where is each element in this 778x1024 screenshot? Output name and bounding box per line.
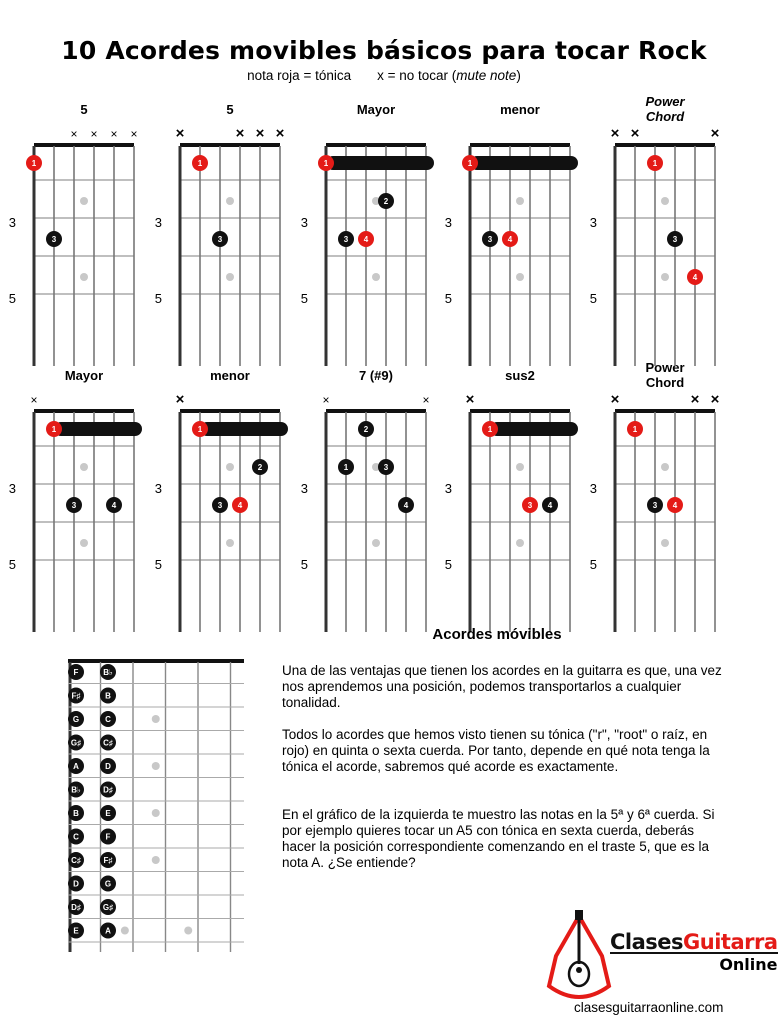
nut [180,143,280,147]
inlay-dot [184,927,192,935]
inlay-dot [661,273,669,281]
inlay-dot [152,809,160,817]
page-title: 10 Acordes movibles básicos para tocar Rock [61,36,707,65]
mute-mark: × [275,125,285,142]
finger-number: 4 [111,501,117,510]
mute-mark: × [110,127,118,141]
chord-diagram [9,393,142,632]
finger-number: 4 [363,235,369,244]
nut [470,143,570,147]
fret-label: 5 [300,291,308,306]
inlay-dot [226,197,234,205]
mute-mark: × [30,393,38,407]
mute-mark: × [630,125,640,142]
chord-diagram [301,393,430,632]
finger-number: 3 [652,501,658,510]
fret-label: 5 [589,557,597,572]
finger-number: 3 [217,235,223,244]
note-name: G [72,715,80,724]
fret-label: 3 [154,481,162,496]
note-name: C♯ [71,856,81,865]
mute-mark: × [465,391,475,408]
finger-number: 3 [71,501,77,510]
nut [68,659,244,663]
chord-name: menor [500,102,540,117]
inlay-dot [226,273,234,281]
logo-clases: Clases [610,930,684,954]
finger-number: 3 [527,501,533,510]
fret-label: 5 [8,291,16,306]
inlay-dot [80,197,88,205]
nut [615,143,715,147]
finger-number: 2 [383,197,389,206]
fret-label: 3 [8,481,16,496]
nut [34,143,134,147]
chord-name: 5 [226,102,234,117]
note-name: F [105,832,111,842]
mute-mark: × [235,125,245,142]
inlay-dot [152,762,160,770]
mute-mark: × [710,125,720,142]
chord-name: Mayor [64,368,104,383]
fret-label: 5 [154,291,162,306]
note-name: E [105,809,111,818]
mute-mark: × [690,391,700,408]
finger-number: 4 [547,501,553,510]
guitar-logo-icon [544,910,614,1010]
paragraph-3: En el gráfico de la izquierda te muestro las notas en la 5ª y 6ª cuerda. Si por ejemplo quieres tocar un A5 con tónica en sexta cuerda, deberás hacer la posición correspondiente comenzando en el traste 5, que es la nota A. ¿Se entiende? [282,807,715,870]
website-url: clasesguitarraonline.com [574,1000,724,1015]
fret-label: 5 [300,557,308,572]
barre [323,156,434,170]
nut [326,143,426,147]
finger-number: 4 [692,273,698,282]
finger-number: 4 [403,501,409,510]
inlay-dot [80,539,88,547]
finger-number: 1 [467,159,473,168]
chord-name: Mayor [356,102,396,117]
fret-label: 3 [300,481,308,496]
fret-label: 3 [589,215,597,230]
logo-guitarra: Guitarra [683,930,778,954]
mute-mark: × [610,391,620,408]
note-name: D♯ [103,785,113,795]
mute-mark: × [175,125,185,142]
chord-diagram [155,125,285,366]
note-name: D [73,879,79,889]
inlay-dot [516,197,524,205]
chord-diagram [301,143,434,366]
mute-mark: × [610,125,620,142]
mute-mark: × [710,391,720,408]
chord-name: Power Chord [645,360,685,390]
inlay-dot [372,273,380,281]
note-name: C♯ [103,738,113,748]
chord-name: 5 [80,102,88,117]
finger-number: 1 [652,159,658,168]
note-name: F♯ [71,691,81,701]
nut [34,409,134,413]
fret-label: 3 [8,215,16,230]
finger-number: 1 [343,463,349,472]
barre [487,422,578,436]
mute-mark: × [90,127,98,141]
note-name: A [105,926,111,936]
fret-label: 5 [444,557,452,572]
note-name: E [73,926,79,936]
finger-number: 1 [31,159,37,168]
section-title: Acordes móvibles [432,626,562,643]
finger-number: 2 [363,425,369,434]
finger-number: 2 [257,463,263,472]
note-name: B♭ [71,785,81,795]
finger-number: 3 [383,463,389,472]
note-name: B♭ [103,668,113,677]
mute-mark: × [130,127,138,141]
note-name: G [104,879,112,889]
note-name: A [73,762,79,771]
note-name: C [73,832,79,842]
mute-mark: × [70,127,78,141]
logo-text [610,930,778,974]
fret-label: 3 [300,215,308,230]
chord-name: 7 (#9) [359,368,393,383]
fret-label: 3 [444,481,452,496]
finger-number: 1 [197,159,203,168]
finger-number: 4 [507,235,513,244]
chord-diagram [9,127,138,366]
note-chart [0,650,260,950]
finger-number: 3 [51,235,57,244]
finger-number: 3 [217,501,223,510]
note-name: G♯ [102,903,114,912]
nut [180,409,280,413]
fret-label: 5 [444,291,452,306]
inlay-dot [516,539,524,547]
finger-number: 3 [672,235,678,244]
inlay-dot [661,197,669,205]
inlay-dot [516,463,524,471]
note-name: F [73,668,79,677]
finger-number: 1 [487,425,493,434]
fret-label: 3 [154,215,162,230]
inlay-dot [372,539,380,547]
inlay-dot [226,539,234,547]
note-name: F♯ [103,856,113,865]
barre [467,156,578,170]
nut [326,409,426,413]
mute-mark: × [175,391,185,408]
nut [470,409,570,413]
fret-label: 3 [444,215,452,230]
chord-diagram [445,143,578,366]
inlay-dot [152,856,160,864]
chord-diagram [590,125,720,366]
finger-number: 1 [51,425,57,434]
note-name: D [105,762,111,771]
inlay-dot [80,463,88,471]
fret-label: 5 [154,557,162,572]
legend-red: nota roja = tónica [247,68,352,83]
note-name: D♯ [71,903,81,912]
inlay-dot [226,463,234,471]
chord-name: sus2 [505,368,535,383]
inlay-dot [80,273,88,281]
finger-number: 1 [197,425,203,434]
chord-diagram [445,391,578,632]
chord-name: Power Chord [645,94,685,124]
inlay-dot [661,463,669,471]
inlay-dot [121,927,129,935]
finger-number: 4 [237,501,243,510]
fret-label: 5 [589,291,597,306]
legend-x-prefix: x = no tocar ( [377,68,457,83]
mute-mark: × [322,393,330,407]
note-name: B [73,809,79,818]
nut [615,409,715,413]
barre [51,422,142,436]
logo-online: Online [610,952,778,974]
legend-x-italic: mute note [456,68,517,83]
fret-label: 5 [8,557,16,572]
finger-number: 3 [487,235,493,244]
paragraph-2: Todos lo acordes que hemos visto tienen su tónica ("r", "root" o raíz, en rojo) en quinta o sexta cuerda. Por tanto, depende en qué nota tenga la tónica el acorde, sabremos qué acorde es exactamente. [282,727,710,774]
note-name: B [105,691,111,701]
finger-number: 1 [632,425,638,434]
mute-mark: × [255,125,265,142]
finger-number: 1 [323,159,329,168]
paragraph-1: Una de las ventajas que tienen los acordes en la guitarra es que, una vez nos aprendemos una posición, podemos transportarlos a cualquier tonalidad. [282,663,722,710]
finger-number: 4 [672,501,678,510]
chord-diagram [155,391,288,632]
mute-mark: × [422,393,430,407]
note-name: G♯ [70,738,82,748]
chord-diagram [590,391,720,632]
finger-number: 3 [343,235,349,244]
chord-name: menor [210,368,250,383]
fret-label: 3 [589,481,597,496]
inlay-dot [516,273,524,281]
legend-x-suffix: ) [516,68,521,83]
note-name: C [105,715,111,724]
inlay-dot [661,539,669,547]
inlay-dot [152,715,160,723]
barre [197,422,288,436]
